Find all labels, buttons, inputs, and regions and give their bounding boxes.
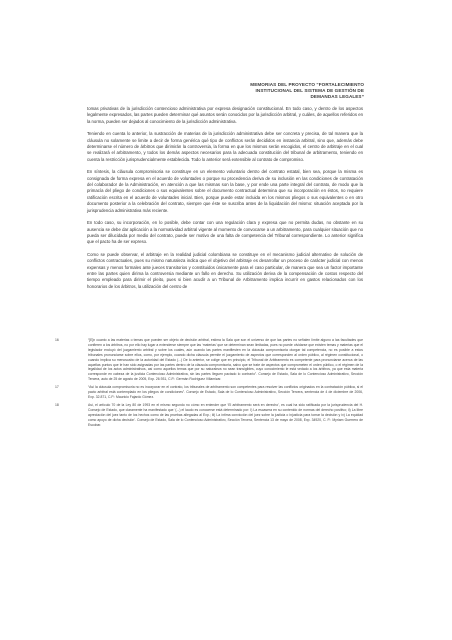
running-header <box>174 82 364 101</box>
footnote-number: 17 <box>55 385 59 390</box>
footnote-number: 16 <box>55 338 59 342</box>
paragraph-4: En todo caso, su incorporación, en lo posible, debe contar con una regulación clara y expresa que no permita dudas, no obstante en su ausencia se debe dar aplicación a la normatividad arbitral vigente al momento de convocarse a un arbitramento, para cualquier situación que no pueda ser dilucidada por medio del contrato, puede ser motivo de una falta de competencia del Tribunal correspondiente. Lo anterior significa que el pacto ha de ser expreso. <box>87 220 363 245</box>
paragraph-5: Como se puede observar, el arbitraje en la realidad judicial colombiana se constituye en el mecanismo judicial alternativo de solución de conflictos contractuales, pues su mismo naturaleza indica que el objetivo del arbitraje es desarrollar un proceso de carácter judicial con menos expensas y menos formales ante jueces transitorios y constituidos únicamente para el caso particular, de manera que sea un factor importante entre las partes quien dirima la controversia mediante un fallo en derecho. Su utilización deriva de la compensación de costos respecto del tiempo empleado para dirimir el pleito, pues si bien acudir a un Tribunal de Arbitramento implica incurrir en gastos relacionados con los honorarios de los árbitros, la utilización del centro de <box>87 251 363 289</box>
body-text <box>87 106 363 296</box>
footnote-text: “[E]n cuanto a las materias o temas que pueden ser objeto de decisión arbitral, estima la Sala que son el universo de que las partes no señalen límite alguno a las facultades que confieren a los árbitros, no por ello hay lugar a extenderse siempre que las ‘materias’ que se determinan sean limitadas, pues no puede olvidarse que existen temas y materias que el legislador excluyó del juzgamiento arbitral y sobre los cuales, aún cuando las partes manifiesten en la cláusula compromisoria otorgar tal competencia, no es posible a estos tribunales pronunciarse sobre ellos, como, por ejemplo, cuando dicha cláusula permite el juzgamiento de aspectos que corresponden al orden público, al régimen constitucional, o cuando implica su menoscabo de la autoridad del Estado (...) De lo anterior, se colige que en principio, el Tribunal de Arbitramento es competente para pronunciarse acerca de las aquellas puntos que le han sido asignadas por las partes dentro de la cláusula compromisoria, salvo que se trate de aspectos que comprometen el orden público, o el régimen de la legalidad de los actos administrativos, así como aquellos temas que por su naturaleza no sean transigibles, cuyo conocimiento le está vedado a los árbitros, ya que esta materia corresponde en cabeza de la justicia Contencioso Administrativa, sin las partes lleguen pactado lo contrario”. Consejo de Estado, Sala de lo Contencioso Administrativo, Sección Tercera, auto de 25 de agosto de 2005, Exp. 26.931, C.P.: Germán Rodríguez Villamizar. <box>88 338 363 382</box>
header-line-2: INSTITUCIONAL DEL SISTEMA DE GESTIÓN DE <box>255 88 364 94</box>
paragraph-3: En síntesis, la cláusula compromisoria se constituye en un elemento voluntario dentro del contrato estatal, bien sea, porque la misma es consignada de forma expresa en el acuerdo de voluntades o porque su procedencia deriva de su inclusión en las condiciones de contratación del colaborador de la Administración, en atención a que las mismas son la base, y por ende una parte integral del contrato, de modo que la primacía del pliego de condiciones o sus equivalentes sobre el documento contractual determina que su incorporación en éstos, no requiere ratificación escrita en el acuerdo de voluntades inicial. Bien, porque puede estar incluida en los mismos pliegos o sus equivalentes o en otro documento posterior a la celebración del contrato, siempre que éste se suscriba antes de la liquidación del mismo: situación aceptada por la jurisprudencia administrativa más reciente. <box>87 169 363 213</box>
footnote-number: 18 <box>55 402 59 407</box>
header-line-1: MEMORIAS DEL PROYECTO “FORTALECIMIENTO <box>250 82 364 87</box>
footnote <box>55 403 363 428</box>
paragraph-2: Teniendo en cuenta lo anterior, la sustracción de materias de la jurisdicción administrativa debe ser concreta y precisa, de tal manera que la cláusula no solamente se limite a decir de forma genérica qué tipo de conflictos serán decididos en instancia arbitral, sino que, además debe determinarse el número de árbitros que dirimirán la controversia, la forma en que los mismos serán escogidos, el centro de arbitraje en el cual se realizará el arbitramento, y todos los demás aspectos necesarios para la adecuada constitución del tribunal de arbitramento, teniendo en cuenta la restricción jurisprudencialmente establecida. Todo lo anterior será extensible al contrato de compromiso. <box>87 131 363 162</box>
paragraph-1: tomas privativas de la jurisdicción contencioso administrativa por expresa designación constitucional. En todo caso, y dentro de los aspectos legalmente expresados, las partes pueden determinar qué asuntos serán conocidos por la jurisdicción arbitral, y cuáles, de aquellos referidos en la norma, pueden ser dejados al conocimiento de la jurisdicción administrativa. <box>87 106 363 124</box>
footnote-text: Así, el artículo 70 de la Ley 80 de 1993 en el mismo segundo no cómo en entender que ‘El arbitramento será en derecho’, es cual ha sido ratificada por la jurisprudencia del H. Consejo de Estado, que claramente ha manifestado que ‘(...) el laudo es conocerse está determinado por: I) La escasera en su contenido de normas del derecho positivo; ii) La libre apreciación del juez tanto de los hechos como de las pruebas allegadas al Exp.; iii) La íntima convicción del juez sobre la justicia o injusticia para tomar la decisión y iv) La equidad como apoyo de dicha decisión’. Consejo de Estado, Sala de lo Contencioso Administrativo, Sección Tercera, Sentencia 13 de mayo de 2008, Exp. 34920, C. P.: Myriam Guerrero de Escobar. <box>88 402 363 427</box>
header-line-3: DEMANDAS LEGALES” <box>310 94 364 100</box>
footnote-text: “Así la cláusula compromisoria no es incorporar en el contrato, los tribunales de arbitramento son competentes para resolver las conflictos originados en la contratación pública, si el pacto arbitral está contemplado en los pliegos de condiciones”. Consejo de Estado, Sala de lo Contencioso Administrativo, Sección Tercera, sentencia de 4 de diciembre de 2006, Exp. 32.871, C.P.: Mauricio Fajardo Gómez. <box>88 385 363 399</box>
footnotes <box>55 338 363 430</box>
footnote <box>55 385 363 400</box>
footnote <box>55 338 363 382</box>
